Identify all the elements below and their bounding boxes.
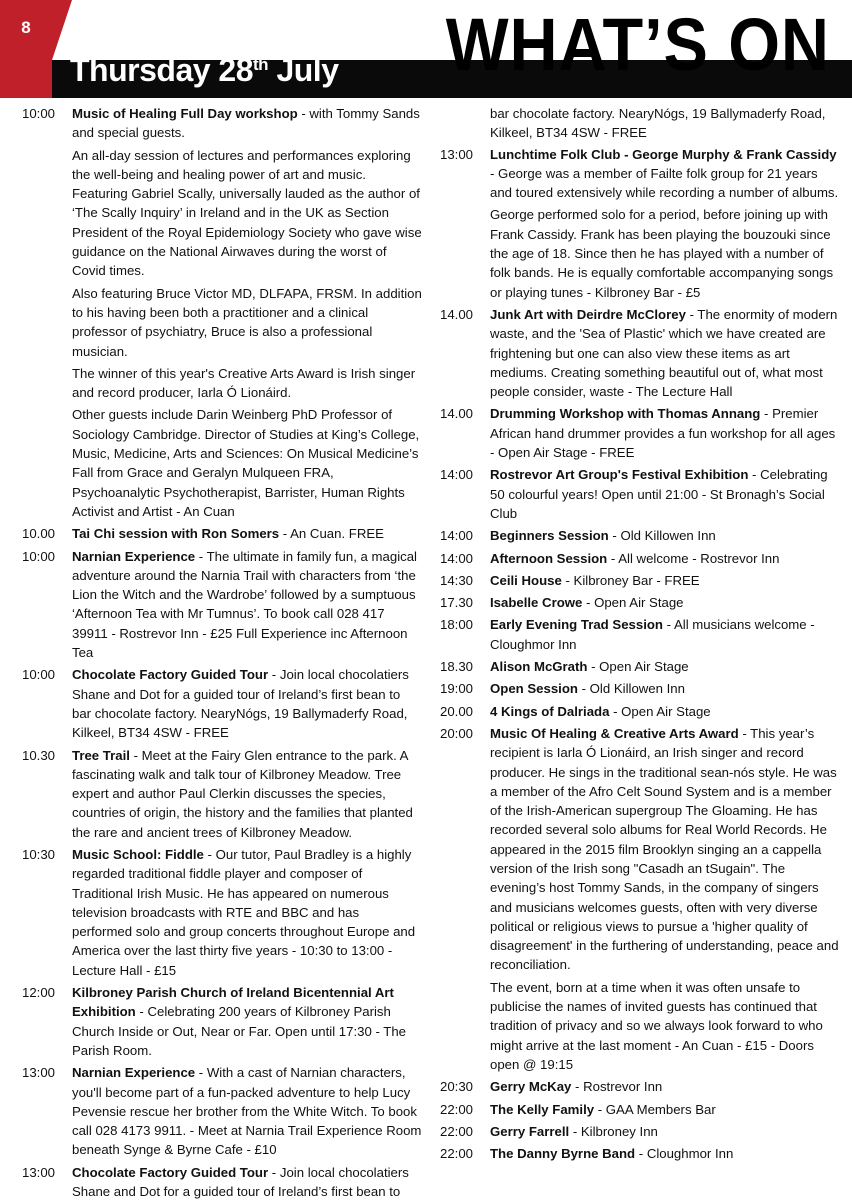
event-description	[490, 679, 840, 698]
event-item	[440, 145, 840, 302]
event-title: Afternoon Session	[490, 550, 608, 566]
event-title: Beginners Session	[490, 528, 609, 544]
event-title: Tree Trail	[72, 747, 130, 763]
event-time: 14:00	[440, 528, 474, 544]
event-title: Gerry McKay	[490, 1079, 572, 1095]
event-detail: - All welcome - Rostrevor Inn	[607, 550, 780, 566]
event-description	[490, 657, 840, 676]
header-slant	[52, 0, 72, 60]
event-title: Rostrevor Art Group's Festival Exhibition	[490, 467, 749, 483]
event-description	[490, 305, 840, 401]
event-title: Tai Chi session with Ron Somers	[72, 526, 280, 542]
event-item	[440, 571, 840, 590]
event-item	[440, 1122, 840, 1141]
event-item	[440, 702, 840, 721]
page-number: 8	[0, 0, 52, 98]
event-detail: - Celebrating 50 colourful years! Open until 21:00 - St Bronagh’s Social Club	[490, 467, 828, 521]
event-item	[22, 1163, 422, 1202]
event-time: 14.00	[440, 406, 474, 422]
event-title: Ceili House	[490, 572, 562, 588]
event-time: 18.30	[440, 659, 474, 675]
event-title: Isabelle Crowe	[490, 595, 583, 611]
event-title: Narnian Experience	[72, 548, 196, 564]
event-description	[490, 615, 840, 654]
event-title: Narnian Experience	[72, 1065, 196, 1081]
event-paragraph: Also featuring Bruce Victor MD, DLFAPA, FRSM. In addition to his having been both a practitioner and a clinical professor of psychiatry, Bruce is also a professional musician.	[72, 285, 422, 359]
event-description	[490, 404, 840, 462]
event-item	[440, 724, 840, 1074]
event-item	[440, 1100, 840, 1119]
event-time: 10.30	[22, 747, 56, 763]
event-description	[72, 665, 422, 742]
event-detail: - This year’s recipient is Iarla Ó Lionáird, an Irish singer and record producer. He sings in the traditional sean-nós style. He was a member of the Afro Celt Sound System and is a member of the Irish-American supergroup The Gloaming. He has recorded several solo albums for Real World Records. He appeared in the 2015 film Brooklyn singing an a cappella version of the Irish song "Casadh an tSugain". The evening’s host Tommy Sands, in the company of singers and musicians welcomes guests, often with very diverse political or religious views to pursue a 'higher quality of disagreement' in the furthering of understanding, peace and reconciliation.	[490, 725, 839, 973]
event-detail: - The enormity of modern waste, and the 'Sea of Plastic' which we have created are frightening but one can also view these items as art mediums. Creating something beautiful out of, what most people consider, waste - The Lecture Hall	[490, 306, 838, 400]
event-time: 20.00	[440, 703, 474, 719]
event-item	[440, 526, 840, 545]
event-title: Lunchtime Folk Club - George Murphy & Frank Cassidy	[490, 146, 837, 162]
event-detail: - An Cuan. FREE	[279, 526, 384, 542]
event-detail: - With a cast of Narnian characters, you'll become part of a fun-packed adventure to help Lucy Pevensie rescue her brother from the White Witch. To book call 028 4173 9911. - Meet at Narnia Trail Experience Room beneath Synge & Byrne Cafe - £10	[72, 1065, 422, 1158]
event-detail: - Our tutor, Paul Bradley is a highly regarded traditional fiddle player and composer of Traditional Irish Music. He has appeared on numerous television broadcasts with RTE and BBC and has performed solo and group concerts throughout Europe and America over the last thirty five years - 10:30 to 13:00 - Lecture Hall - £15	[72, 846, 416, 978]
event-item	[22, 746, 422, 842]
event-item	[440, 404, 840, 462]
event-title: Chocolate Factory Guided Tour	[72, 1164, 269, 1180]
event-title: Open Session	[490, 681, 578, 697]
event-detail: - Meet at the Fairy Glen entrance to the park. A fascinating walk and talk tour of Kilbroney Meadow. Tree expert and author Paul Clerkin discusses the species, countries of origin, the history and the families that planted the rare and ancient trees of Kilbroney Meadow.	[72, 747, 413, 840]
event-description	[72, 104, 422, 143]
page-date	[70, 52, 338, 89]
event-description	[490, 724, 840, 975]
event-title: Kilbroney Parish Church of Ireland Bicentennial Art Exhibition	[72, 985, 394, 1020]
event-item	[22, 1063, 422, 1159]
event-time: 22:00	[440, 1123, 474, 1139]
event-description	[490, 465, 840, 523]
event-time: 13:00	[22, 1065, 56, 1081]
event-description	[72, 524, 422, 543]
event-time: 20:00	[440, 725, 474, 741]
event-time: 13:00	[22, 1164, 56, 1180]
date-suffix: th	[253, 55, 269, 74]
event-description	[490, 1100, 840, 1119]
event-description	[72, 845, 422, 980]
event-time: 10:00	[22, 106, 56, 121]
event-description	[72, 1063, 422, 1159]
event-detail: - All musicians welcome - Cloughmor Inn	[490, 617, 815, 652]
event-time: 14.00	[440, 306, 474, 322]
event-detail: - with Tommy Sands and special guests.	[72, 106, 420, 141]
event-time: 12:00	[22, 985, 56, 1001]
event-time: 10:00	[22, 667, 56, 683]
event-item	[440, 305, 840, 401]
event-title: Early Evening Trad Session	[490, 617, 663, 633]
event-time: 14:00	[440, 550, 474, 566]
event-item	[22, 983, 422, 1060]
event-title: Drumming Workshop with Thomas Annang	[490, 406, 761, 422]
event-item	[22, 524, 422, 543]
event-item	[440, 679, 840, 698]
event-detail: - Celebrating 200 years of Kilbroney Parish Church Inside or Out, Near or Far. Open until 17:30 - The Parish Room.	[72, 1004, 407, 1058]
event-item	[22, 665, 422, 742]
event-description	[490, 1144, 840, 1163]
event-paragraph: An all-day session of lectures and performances exploring the well-being and healing power of art and music. Featuring Gabriel Scally, universally lauded as the author of ‘The Scally Inquiry’ in Ireland and in the UK as Section President of the Royal Epidemiology Society who gave wise guidance on the National Airwaves during the worst of Covid times.	[72, 147, 422, 279]
event-title: Junk Art with Deirdre McClorey	[490, 306, 686, 322]
event-detail: - Open Air Stage	[582, 595, 684, 611]
page-header	[0, 0, 852, 98]
event-description	[490, 593, 840, 612]
date-month: July	[276, 52, 339, 88]
event-title: Gerry Farrell	[490, 1123, 570, 1139]
event-detail: - Kilbroney Bar - FREE	[561, 572, 700, 588]
event-description	[72, 983, 422, 1060]
event-item	[440, 549, 840, 568]
event-time: 22:00	[440, 1146, 474, 1162]
event-time: 19:00	[440, 681, 474, 697]
page-title: WHAT’S ON	[445, 3, 830, 86]
event-detail: - Open Air Stage	[609, 703, 711, 719]
event-paragraph: Other guests include Darin Weinberg PhD Professor of Sociology Cambridge. Director of Studies at King’s College, Music, Medicine, Arts and Sciences: On Musical Medicine’s Fall from Grace and Geralyn Mulqueen FRA, Psychoanalytic Psychotherapist, Barrister, Human Rights Activist and Artist - An Cuan	[72, 407, 420, 519]
event-paragraph: The winner of this year's Creative Arts Award is Irish singer and record producer, Iarla Ó Lionáird.	[72, 365, 416, 401]
event-detail: - Rostrevor Inn	[571, 1079, 663, 1095]
event-item	[440, 657, 840, 676]
event-item	[22, 104, 422, 521]
event-time: 14:30	[440, 572, 474, 588]
event-description	[72, 1163, 422, 1202]
event-time: 20:30	[440, 1079, 474, 1095]
event-title: Chocolate Factory Guided Tour	[72, 667, 269, 683]
event-time: 18:00	[440, 617, 474, 633]
continued-text: bar chocolate factory. NearyNógs, 19 Ballymaderfy Road, Kilkeel, BT34 4SW - FREE	[490, 106, 826, 141]
event-detail: - George was a member of Failte folk group for 21 years and toured extensively while recording a number of albums.	[490, 165, 839, 201]
event-title: Alison McGrath	[490, 659, 588, 675]
event-item	[440, 615, 840, 654]
event-title: Music Of Healing & Creative Arts Award	[490, 725, 739, 741]
event-time: 10.00	[22, 526, 56, 542]
event-paragraph: George performed solo for a period, before joining up with Frank Cassidy. Frank has been playing the bouzouki since the age of 18. Since then he has played with a number of folk bands. He is equally comfortable accompanying songs or playing tunes - Kilbroney Bar - £5	[490, 207, 834, 300]
left-column	[22, 104, 422, 1204]
event-detail: - GAA Members Bar	[594, 1101, 716, 1117]
event-detail: - The ultimate in family fun, a magical adventure around the Narnia Trail with characters from ‘the Lion the Witch and the Wardrobe’ followed by a sumptuous ‘Afternoon Tea with Mr Tumnus’. To book call 028 417 39911 - Rostrevor Inn - £25 Full Experience inc Afternoon Tea	[72, 548, 417, 661]
event-title: Music of Healing Full Day workshop	[72, 106, 298, 121]
event-description	[490, 526, 840, 545]
event-time: 10:00	[22, 548, 56, 564]
event-item	[440, 593, 840, 612]
event-detail: - Join local chocolatiers Shane and Dot for a guided tour of Ireland’s first bean to bar chocolate factory. NearyNógs, 19 Ballymaderfy Road, Kilkeel, BT34 4SW - FREE	[72, 667, 409, 741]
event-detail: - Cloughmor Inn	[635, 1146, 734, 1162]
event-detail: - Premier African hand drummer provides a fun workshop for all ages - Open Air Stage - FREE	[490, 406, 836, 461]
event-description	[490, 702, 840, 721]
event-time: 14:00	[440, 467, 474, 483]
event-title: The Danny Byrne Band	[490, 1146, 636, 1162]
event-description	[72, 746, 422, 842]
event-description	[490, 1077, 840, 1096]
event-time: 17.30	[440, 595, 474, 611]
date-prefix: Thursday 28	[70, 52, 254, 88]
event-detail: - Open Air Stage	[587, 659, 689, 675]
event-title: 4 Kings of Dalriada	[490, 703, 610, 719]
event-description	[490, 145, 840, 203]
event-paragraph: The event, born at a time when it was often unsafe to publicise the names of invited guests has continued that tradition of privacy and so we always look forward to who might arrive at the last moment - An Cuan - £15 - Doors open @ 19:15	[490, 979, 823, 1072]
event-item	[440, 465, 840, 523]
event-detail: - Join local chocolatiers Shane and Dot for a guided tour of Ireland’s first bean to	[72, 1164, 409, 1200]
event-description	[490, 549, 840, 568]
event-item	[440, 1077, 840, 1096]
event-description	[490, 571, 840, 590]
event-detail: - Old Killowen Inn	[577, 681, 685, 697]
event-description	[72, 547, 422, 663]
event-detail: - Old Killowen Inn	[608, 528, 716, 544]
event-detail: - Kilbroney Inn	[569, 1123, 658, 1139]
event-title: The Kelly Family	[490, 1101, 595, 1117]
event-item	[22, 547, 422, 663]
event-time: 10:30	[22, 846, 56, 862]
event-time: 13:00	[440, 146, 474, 162]
event-description	[490, 1122, 840, 1141]
event-item	[440, 1144, 840, 1163]
event-title: Music School: Fiddle	[72, 846, 204, 862]
event-item	[22, 845, 422, 980]
event-time: 22:00	[440, 1101, 474, 1117]
right-column	[440, 104, 840, 1166]
